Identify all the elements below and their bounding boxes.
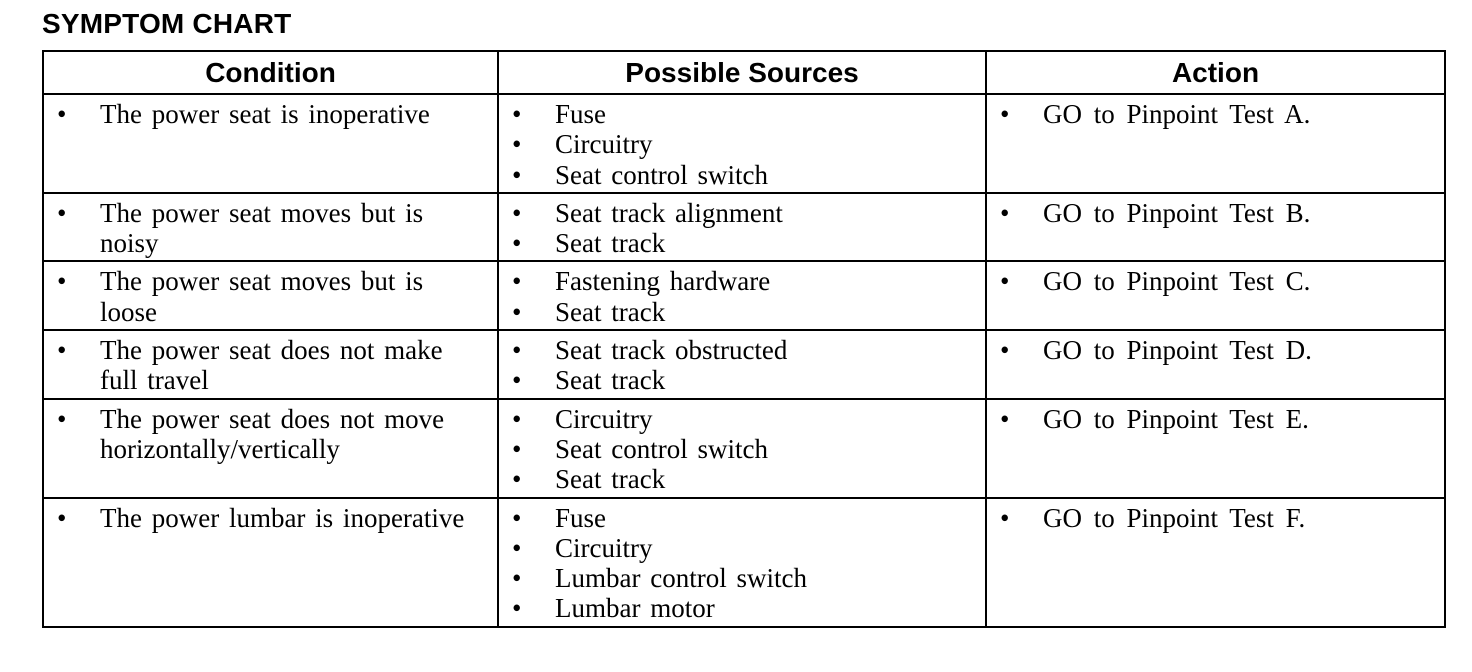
action-cell <box>986 94 1445 193</box>
condition-cell <box>43 94 498 193</box>
table-row <box>43 498 1445 627</box>
action-text: • GO to Pinpoint Test D. <box>987 335 1444 365</box>
condition-text: • The power lumbar is inoperative <box>44 503 497 533</box>
source-item: • Lumbar motor <box>499 593 985 623</box>
action-text: • GO to Pinpoint Test C. <box>987 266 1444 296</box>
source-item: • Fuse <box>499 503 985 533</box>
header-possible-sources: Possible Sources <box>498 51 986 94</box>
source-item: • Seat track obstructed <box>499 335 985 365</box>
source-item: • Circuitry <box>499 404 985 434</box>
action-text: • GO to Pinpoint Test E. <box>987 404 1444 434</box>
condition-cell <box>43 193 498 262</box>
condition-cell <box>43 498 498 627</box>
source-item: • Seat track alignment <box>499 198 985 228</box>
table-row <box>43 94 1445 193</box>
condition-text: • The power seat moves but is noisy <box>44 198 497 259</box>
condition-text: • The power seat does not move horizontally/vertically <box>44 404 497 465</box>
source-item: • Fuse <box>499 99 985 129</box>
source-item: • Seat control switch <box>499 434 985 464</box>
symptom-chart-table <box>42 50 1446 628</box>
sources-cell <box>498 193 986 262</box>
action-cell <box>986 399 1445 498</box>
sources-cell <box>498 330 986 399</box>
action-text: • GO to Pinpoint Test A. <box>987 99 1444 129</box>
condition-text: • The power seat moves but is loose <box>44 266 497 327</box>
condition-text: • The power seat is inoperative <box>44 99 497 129</box>
action-cell <box>986 261 1445 330</box>
sources-cell <box>498 261 986 330</box>
header-row <box>43 51 1445 94</box>
action-cell <box>986 330 1445 399</box>
source-item: • Seat control switch <box>499 160 985 190</box>
source-item: • Seat track <box>499 297 985 327</box>
condition-cell <box>43 261 498 330</box>
table-row <box>43 330 1445 399</box>
source-item: • Seat track <box>499 464 985 494</box>
source-item: • Seat track <box>499 365 985 395</box>
action-cell <box>986 193 1445 262</box>
table-row <box>43 399 1445 498</box>
action-text: • GO to Pinpoint Test F. <box>987 503 1444 533</box>
sources-cell <box>498 399 986 498</box>
header-condition: Condition <box>43 51 498 94</box>
condition-cell <box>43 330 498 399</box>
source-item: • Circuitry <box>499 533 985 563</box>
source-item: • Circuitry <box>499 129 985 159</box>
table-row <box>43 261 1445 330</box>
table-row <box>43 193 1445 262</box>
sources-cell <box>498 94 986 193</box>
sources-cell <box>498 498 986 627</box>
action-cell <box>986 498 1445 627</box>
source-item: • Lumbar control switch <box>499 563 985 593</box>
header-action: Action <box>986 51 1445 94</box>
action-text: • GO to Pinpoint Test B. <box>987 198 1444 228</box>
condition-cell <box>43 399 498 498</box>
page-title: SYMPTOM CHART <box>42 8 292 39</box>
condition-text: • The power seat does not make full travel <box>44 335 497 396</box>
source-item: • Seat track <box>499 228 985 258</box>
source-item: • Fastening hardware <box>499 266 985 296</box>
